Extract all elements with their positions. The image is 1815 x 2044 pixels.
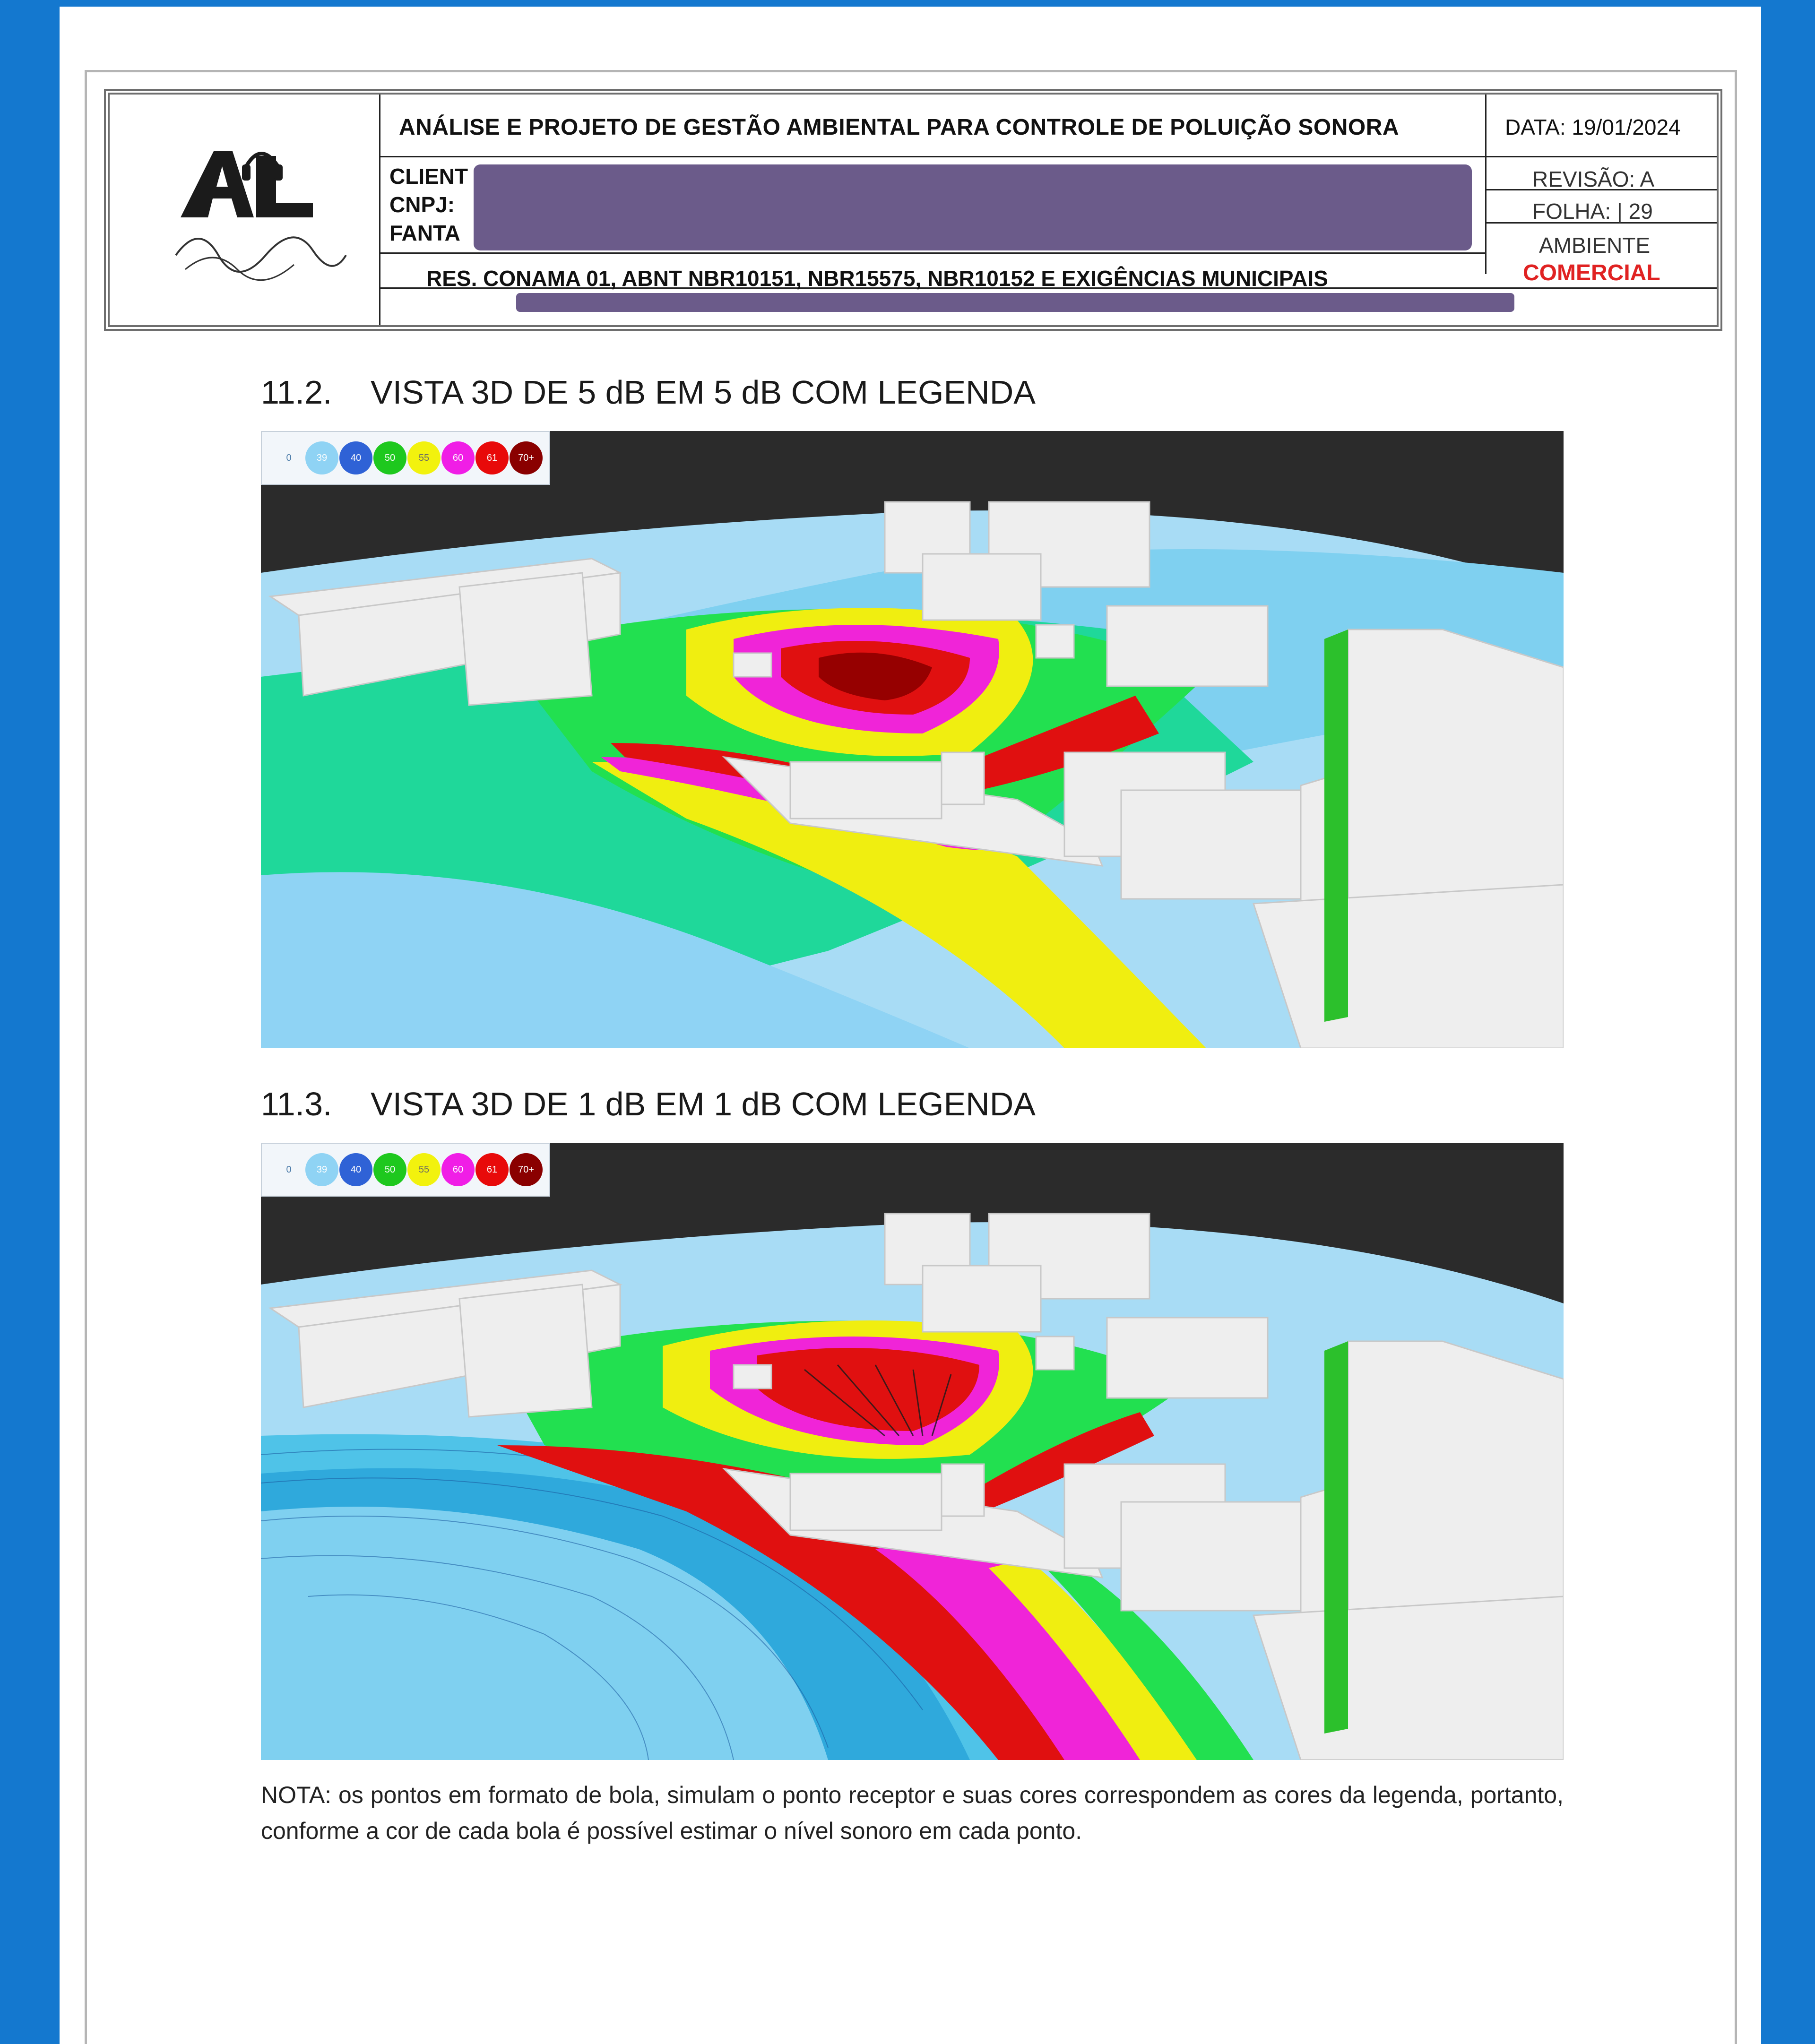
section-heading: VISTA 3D DE 1 dB EM 1 dB COM LEGENDA (371, 1086, 1036, 1122)
section-title-11-3 (261, 1085, 1036, 1123)
section-number: 11.3. (261, 1086, 332, 1122)
legend-ball-70-plus: 70+ (510, 441, 543, 474)
cnpj-label: CNPJ: (389, 192, 455, 217)
section-heading: VISTA 3D DE 5 dB EM 5 dB COM LEGENDA (371, 374, 1036, 411)
fantasy-name-label: FANTA (389, 221, 460, 245)
report-date: DATA: 19/01/2024 (1505, 115, 1681, 139)
legend (261, 1143, 550, 1197)
report-title: ANÁLISE E PROJETO DE GESTÃO AMBIENTAL PARA CONTROLE DE POLUIÇÃO SONORA (399, 115, 1400, 140)
legend-ball-60: 60 (441, 1153, 475, 1186)
legend-ball-40: 40 (339, 441, 372, 474)
redacted-address (516, 293, 1514, 312)
legend-ball-0: 0 (286, 453, 292, 463)
legend-ball-55: 55 (407, 1153, 441, 1186)
legend (261, 431, 550, 485)
client-label: CLIENT (389, 164, 468, 189)
legend-ball-55: 55 (407, 441, 441, 474)
legend-ball-61: 61 (475, 441, 509, 474)
legend-ball-40: 40 (339, 1153, 372, 1186)
environment-value: COMERCIAL (1523, 260, 1660, 285)
revision: REVISÃO: A (1532, 167, 1655, 191)
legend-ball-61: 61 (475, 1153, 509, 1186)
legend-ball-50: 50 (373, 1153, 406, 1186)
company-logo (171, 137, 351, 288)
noise-map-3d-1db (261, 1143, 1564, 1760)
environment-label: AMBIENTE (1539, 233, 1651, 258)
redacted-client-info (474, 164, 1472, 250)
legend-ball-70-plus: 70+ (510, 1153, 543, 1186)
legend-ball-50: 50 (373, 441, 406, 474)
section-number: 11.2. (261, 374, 332, 411)
legend-ball-0: 0 (286, 1164, 292, 1175)
legend-ball-39: 39 (305, 1153, 338, 1186)
document-header (104, 89, 1722, 331)
note-paragraph: NOTA: os pontos em formato de bola, simulam o ponto receptor e suas cores correspondem as cores da legenda, portanto, conforme a cor de cada bola é possível estimar o nível sonoro em cada ponto. (261, 1782, 1564, 1844)
legend-ball-39: 39 (305, 441, 338, 474)
noise-map-3d-5db (261, 431, 1564, 1048)
sheet-number: FOLHA: | 29 (1532, 199, 1653, 224)
section-title-11-2 (261, 373, 1036, 411)
legend-ball-60: 60 (441, 441, 475, 474)
norms-reference: RES. CONAMA 01, ABNT NBR10151, NBR15575, NBR10152 E EXIGÊNCIAS MUNICIPAIS (426, 266, 1328, 291)
